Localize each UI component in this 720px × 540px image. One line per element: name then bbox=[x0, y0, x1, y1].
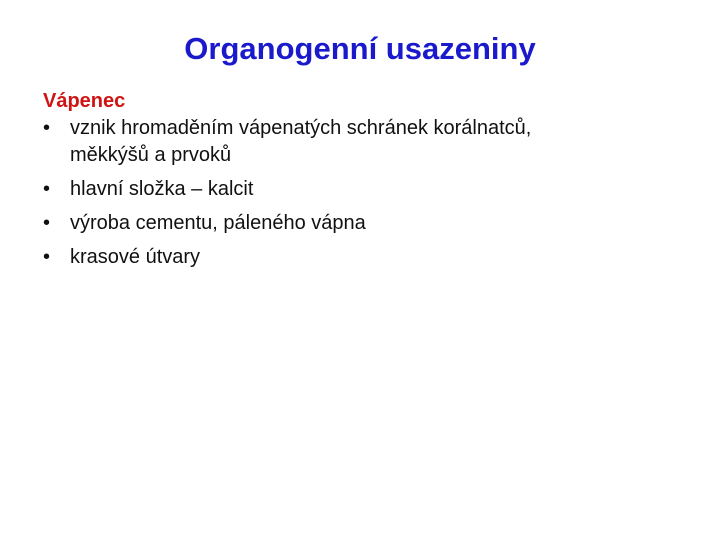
bullet-text: vznik hromaděním vápenatých schránek korálnatců, bbox=[70, 117, 532, 139]
bullet-icon: • bbox=[43, 178, 51, 200]
bullet-icon: • bbox=[43, 117, 51, 139]
bullet-item bbox=[43, 176, 683, 203]
bullet-icon: • bbox=[43, 246, 51, 268]
bullet-list bbox=[43, 115, 683, 271]
bullet-text: hlavní složka – kalcit bbox=[70, 178, 254, 200]
bullet-text: krasové útvary bbox=[70, 246, 201, 268]
slide-title: Organogenní usazeniny bbox=[184, 31, 536, 66]
slide-content bbox=[43, 88, 683, 271]
bullet-item bbox=[43, 210, 683, 237]
bullet-text: výroba cementu, páleného vápna bbox=[70, 212, 366, 234]
bullet-icon: • bbox=[43, 212, 51, 234]
bullet-item bbox=[43, 244, 683, 271]
section-heading: Vápenec bbox=[43, 90, 126, 112]
bullet-text-continuation: měkkýšů a prvoků bbox=[70, 144, 232, 166]
bullet-item bbox=[43, 115, 683, 169]
